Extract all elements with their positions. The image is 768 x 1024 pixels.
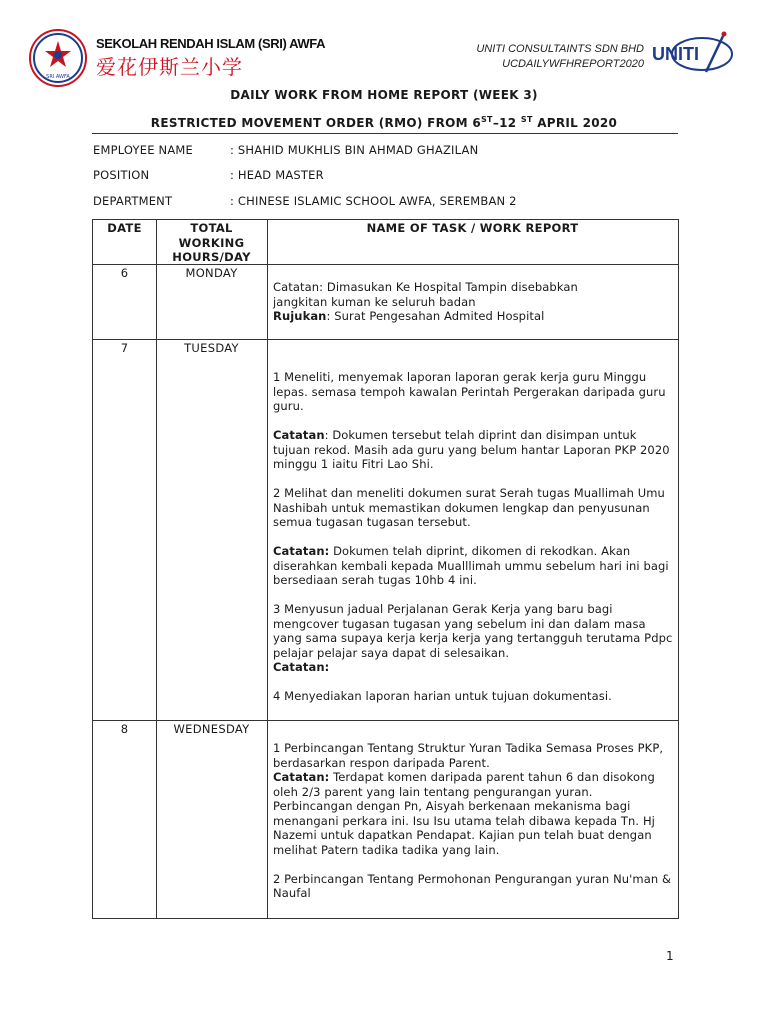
position-row — [93, 168, 324, 182]
row-day: MONDAY — [185, 266, 238, 280]
uniti-logo — [650, 28, 740, 78]
school-name-chinese: 爱花伊斯兰小学 — [96, 55, 243, 79]
school-logo — [28, 28, 88, 88]
report-title: DAILY WORK FROM HOME REPORT (WEEK 3) — [230, 88, 538, 102]
header-hours: TOTAL WORKING HOURS/DAY — [172, 221, 251, 264]
position-value: : HEAD MASTER — [230, 168, 324, 182]
table-divider — [93, 339, 678, 340]
page-number: 1 — [666, 949, 674, 963]
employee-name-value: : SHAHID MUKHLIS BIN AHMAD GHAZILAN — [230, 143, 479, 157]
row-report: 1 Perbincangan Tentang Struktur Yuran Tadika Semasa Proses PKP, berdasarkan respon daripada Parent. Catatan: Terdapat komen daripada parent tahun 6 dan disokong oleh 2/3 parent yang lain tentang pengurangan yuran. Perbincangan dengan Pn, Aisyah berkenaan mekanisma bagi menangani perkara ini. Isu Isu utama telah dibawa kepada Tn. Hj Nazemi untuk dapatkan Pendapat. Kajian pun telah buat dengan melihat Patern tadika tadika yang lain. 2 Perbincangan Tentang Permohonan Pengurangan yuran Nu'man & Naufal — [273, 741, 672, 900]
company-name: UNITI CONSULTAINTS SDN BHD — [476, 43, 644, 55]
table-divider — [267, 220, 268, 918]
row-day: WEDNESDAY — [173, 722, 250, 736]
row-day: TUESDAY — [184, 341, 239, 355]
department-value: : CHINESE ISLAMIC SCHOOL AWFA, SEREMBAN 2 — [230, 194, 517, 208]
row-date: 8 — [120, 722, 129, 736]
school-name: SEKOLAH RENDAH ISLAM (SRI) AWFA — [96, 36, 326, 51]
position-label: POSITION — [93, 168, 150, 182]
company-info — [476, 42, 644, 72]
report-code: UCDAILYWFHREPORT2020 — [502, 58, 644, 70]
school-logo-caption: SRI AWFA — [46, 74, 70, 80]
department-row — [93, 194, 517, 208]
row-date: 7 — [120, 341, 129, 355]
employee-name-label: EMPLOYEE NAME — [93, 143, 194, 157]
row-report: 1 Meneliti, menyemak laporan laporan gerak kerja guru Minggu lepas. semasa tempoh kawalan Perintah Pergerakan daripada guru guru. Catatan: Dokumen tersebut telah diprint dan disimpan untuk tujuan rekod. Masih ada guru yang belum hantar Laporan PKP 2020 minggu 1 iaitu Fitri Lao Shi. 2 Melihat dan meneliti dokumen surat Serah tugas Muallimah Umu Nashibah untuk memastikan dokumen lengkap dan penyusunan semua tugasan tugasan tersebut. Catatan: Dokumen telah diprint, dikomen di rekodkan. Akan diserahkan kembali kepada Mualllimah ummu sebelum hari ini bagi bersediaan serah tugas 10hb 4 ini. 3 Menyusun jadual Perjalanan Gerak Kerja yang baru bagi mengcover tugasan tugasan yang sebelum ini dan dalam masa yang sama supaya kerja kerja kerja yang tertangguh terutama Pdpc pelajar pelajar saya dapat di selesaikan. Catatan: 4 Menyediakan laporan harian untuk tujuan dokumentasi. — [273, 370, 673, 703]
table-divider — [156, 220, 157, 918]
uniti-logo-text: UNITI — [652, 44, 699, 64]
row-date: 6 — [120, 266, 129, 280]
report-subtitle: RESTRICTED MOVEMENT ORDER (RMO) FROM 6ST–12 $^{ST}$ APRIL 2020 — [150, 115, 618, 130]
header-task: NAME OF TASK / WORK REPORT — [366, 221, 579, 235]
header-date: DATE — [107, 221, 142, 235]
title-divider — [92, 133, 678, 134]
work-report-table — [92, 219, 679, 919]
employee-name-row — [93, 143, 478, 157]
department-label: DEPARTMENT — [93, 194, 173, 208]
table-divider — [93, 720, 678, 721]
row-report: Catatan: Dimasukan Ke Hospital Tampin disebabkan jangkitan kuman ke seluruh badan Rujukan: Surat Pengesahan Admited Hospital — [273, 280, 578, 323]
